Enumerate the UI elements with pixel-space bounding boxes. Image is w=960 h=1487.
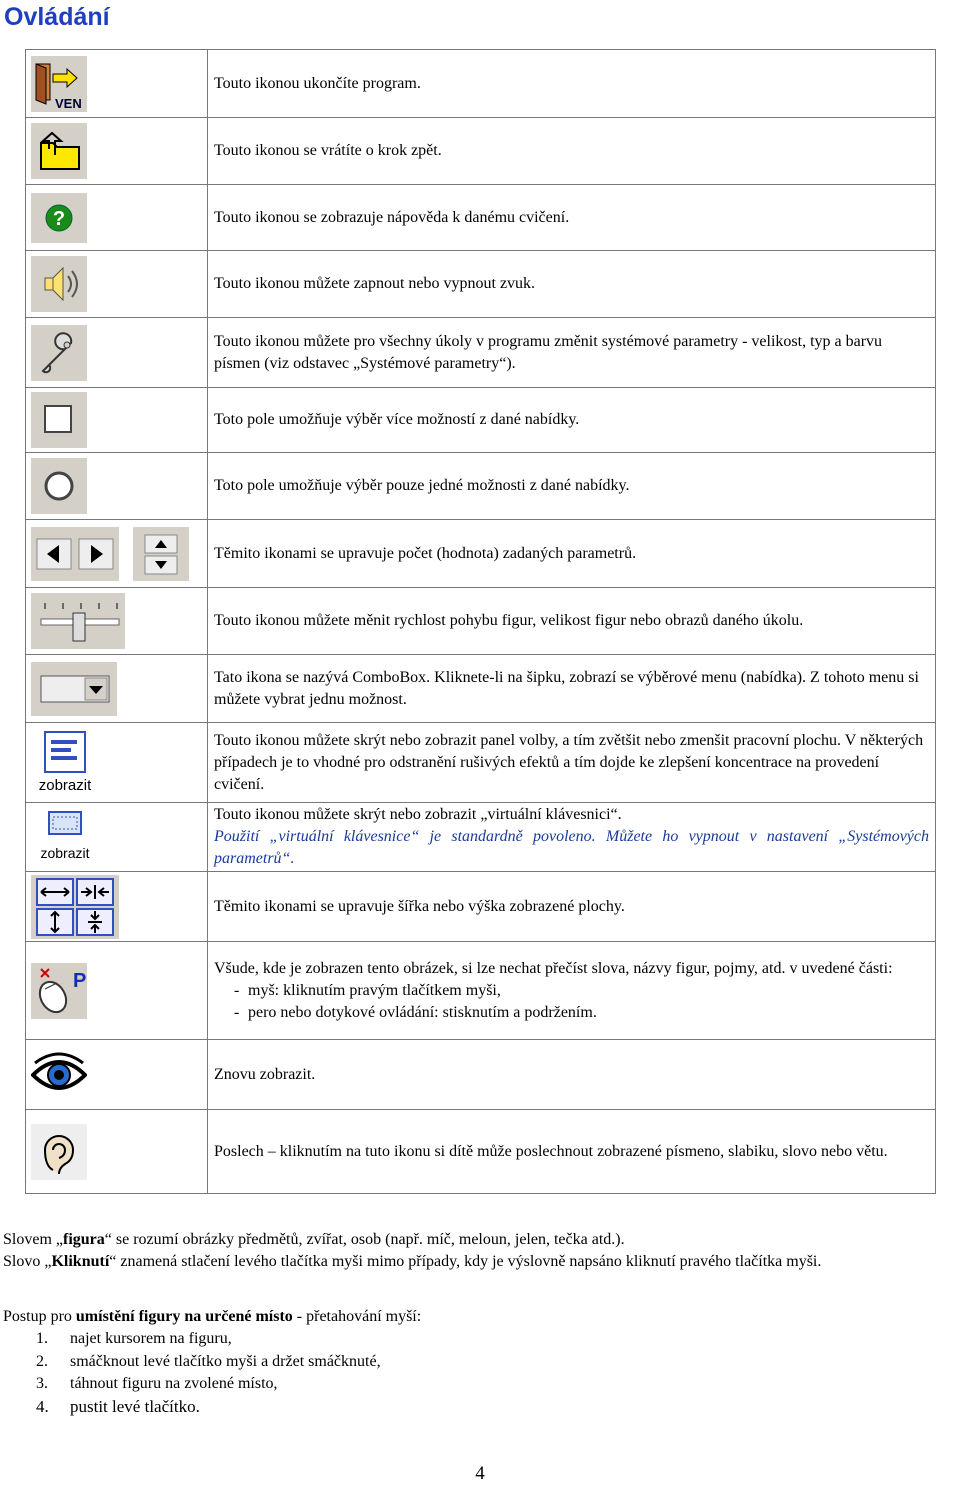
- row-text: Znovu zobrazit.: [208, 1040, 936, 1110]
- row-text: Tato ikona se nazývá ComboBox. Kliknete-li na šipku, zobrazí se výběrové menu (nabídka). Z tohoto menu si můžete vybrat jednu možnost.: [208, 655, 936, 723]
- speaker-icon: [31, 256, 87, 312]
- table-row: [26, 251, 936, 318]
- row-text: Touto ikonou se vrátíte o krok zpět.: [208, 118, 936, 185]
- table-row: [26, 872, 936, 942]
- row-text: Touto ikonou můžete skrýt nebo zobrazit panel volby, a tím zvětšit nebo zmenšit pracovní plochu. V některých případech je to vhodné pro odstranění rušivých efektů a tím dojde ke zlepšení koncentrace na provedení cvičení.: [208, 723, 936, 803]
- row-content: [208, 803, 936, 872]
- row-text: Touto ikonou ukončíte program.: [208, 50, 936, 118]
- table-row: [26, 588, 936, 655]
- page-title: Ovládání: [4, 3, 110, 31]
- combobox-icon: [31, 662, 117, 716]
- kliknuti-note: Slovo „Kliknutí“ znamená stlačení levého tlačítka myši mimo případy, kdy je výslovně napsáno kliknutí pravého tlačítka myši.: [3, 1253, 822, 1270]
- exit-door-ven-icon: [31, 56, 87, 112]
- radio-button-icon: [31, 458, 87, 514]
- left-right-arrows-icon: [31, 527, 119, 581]
- row-text: Těmito ikonami se upravuje počet (hodnota) zadaných parametrů.: [208, 520, 936, 588]
- checkbox-icon: [31, 392, 87, 448]
- svg-text:zobrazit: zobrazit: [40, 845, 90, 861]
- ear-icon: [31, 1124, 87, 1180]
- table-row: [26, 1040, 936, 1110]
- row-text: Touto ikonou se zobrazuje nápověda k danému cvičení.: [208, 185, 936, 251]
- list-item: - myš: kliknutím pravým tlačítkem myši,: [234, 981, 501, 999]
- table-row: [26, 942, 936, 1040]
- show-keyboard-icon: [31, 806, 99, 868]
- up-down-arrows-icon: [133, 527, 189, 581]
- table-row: [26, 803, 936, 872]
- row-text: Všude, kde je zobrazen tento obrázek, si lze nechat přečíst slova, názvy figur, pojmy, atd. v uvedené části:: [214, 959, 893, 977]
- page-number: 4: [475, 1463, 485, 1484]
- eye-icon: [31, 1047, 87, 1103]
- help-question-icon: [31, 193, 87, 243]
- table-row: [26, 388, 936, 453]
- row-text: Těmito ikonami se upravuje šířka nebo výška zobrazené plochy.: [208, 872, 936, 942]
- list-item: 1. najet kursorem na figuru,: [36, 1330, 232, 1347]
- table-row: [26, 318, 936, 388]
- table-row: [26, 655, 936, 723]
- list-item: 3. táhnout figuru na zvolené místo,: [36, 1375, 278, 1392]
- row-content: [208, 942, 936, 1040]
- wrench-icon: [31, 325, 87, 381]
- back-folder-icon: [31, 123, 87, 179]
- list-item: 2. smáčknout levé tlačítko myši a držet smáčknuté,: [36, 1352, 381, 1370]
- table-row: [26, 1110, 936, 1194]
- mouse-p-icon: [31, 963, 87, 1019]
- row-text: Toto pole umožňuje výběr více možností z dané nabídky.: [208, 388, 936, 453]
- table-row: [26, 520, 936, 588]
- row-text: Touto ikonou můžete pro všechny úkoly v programu změnit systémové parametry - velikost, typ a barvu písmen (viz odstavec „Systémové parametry“).: [208, 318, 936, 388]
- table-row: [26, 453, 936, 520]
- svg-text:VEN: VEN: [55, 95, 82, 111]
- mouse-p-letter: P: [73, 969, 87, 992]
- figura-note: Slovem „figura“ se rozumí obrázky předmětů, zvířat, osob (např. míč, meloun, jelen, tečka atd.).: [3, 1231, 625, 1248]
- table-row: [26, 185, 936, 251]
- steps-list: [0, 1328, 381, 1418]
- list-item: 4. pustit levé tlačítko.: [36, 1396, 200, 1416]
- slider-icon: [31, 593, 125, 649]
- show-panel-icon: [31, 728, 99, 798]
- row-text: Touto ikonou můžete měnit rychlost pohybu figur, velikost figur nebo obrazů daného úkolu.: [208, 588, 936, 655]
- list-item: - pero nebo dotykové ovládání: stisknutím a podržením.: [234, 1003, 597, 1021]
- table-row: [26, 50, 936, 118]
- svg-text:zobrazit: zobrazit: [38, 776, 92, 794]
- table-row: [26, 723, 936, 803]
- controls-table: [25, 49, 936, 1194]
- row-note: Použití „virtuální klávesnice“ je standardně povoleno. Můžete ho vypnout v nastavení „Systémových parametrů“.: [214, 828, 929, 867]
- table-row: [26, 118, 936, 185]
- row-text: Touto ikonou můžete skrýt nebo zobrazit „virtuální klávesnici“.: [214, 806, 622, 823]
- row-text: Toto pole umožňuje výběr pouze jedné možnosti z dané nabídky.: [208, 453, 936, 520]
- row-text: Touto ikonou můžete zapnout nebo vypnout zvuk.: [208, 251, 936, 318]
- postup-note: Postup pro umístění figury na určené místo - přetahování myší:: [3, 1308, 422, 1325]
- svg-text:?: ?: [52, 207, 66, 230]
- row-text: Poslech – kliknutím na tuto ikonu si dítě může poslechnout zobrazené písmeno, slabiku, slovo nebo větu.: [208, 1110, 936, 1194]
- resize-arrows-icon: [31, 875, 119, 939]
